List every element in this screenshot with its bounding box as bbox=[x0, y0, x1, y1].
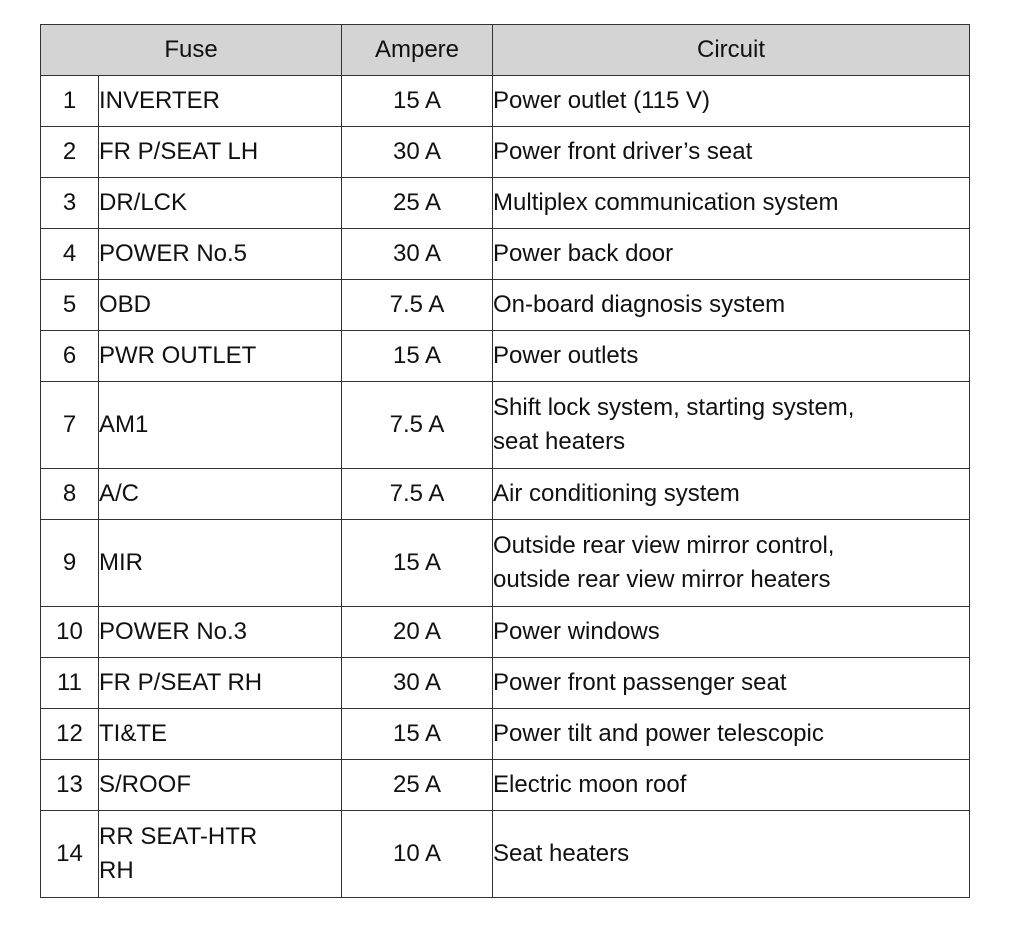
fuse-circuit bbox=[493, 607, 970, 658]
fuse-ampere: 30 A bbox=[342, 658, 493, 709]
fuse-number: 2 bbox=[41, 127, 99, 178]
fuse-name-line: RH bbox=[99, 857, 134, 884]
fuse-name bbox=[99, 520, 342, 607]
fuse-ampere: 15 A bbox=[342, 709, 493, 760]
fuse-ampere: 10 A bbox=[342, 811, 493, 898]
fuse-circuit-line: Electric moon roof bbox=[493, 771, 687, 798]
table-row bbox=[41, 469, 970, 520]
fuse-name bbox=[99, 469, 342, 520]
header-circuit: Circuit bbox=[493, 25, 970, 76]
fuse-circuit-line: Seat heaters bbox=[493, 840, 630, 867]
fuse-circuit-line: Shift lock system, starting system, bbox=[493, 394, 855, 421]
fuse-number: 14 bbox=[41, 811, 99, 898]
fuse-circuit bbox=[493, 229, 970, 280]
fuse-name bbox=[99, 127, 342, 178]
fuse-circuit bbox=[493, 520, 970, 607]
table-row bbox=[41, 76, 970, 127]
fuse-ampere: 7.5 A bbox=[342, 280, 493, 331]
fuse-name bbox=[99, 331, 342, 382]
fuse-circuit-line: Power front passenger seat bbox=[493, 669, 787, 696]
fuse-circuit-line: Power outlets bbox=[493, 342, 639, 369]
fuse-circuit-line: Power tilt and power telescopic bbox=[493, 720, 824, 747]
fuse-circuit bbox=[493, 280, 970, 331]
fuse-name-line: S/ROOF bbox=[99, 771, 192, 798]
fuse-circuit bbox=[493, 178, 970, 229]
fuse-circuit-line: Power windows bbox=[493, 618, 660, 645]
fuse-circuit bbox=[493, 469, 970, 520]
fuse-name-line: INVERTER bbox=[99, 87, 220, 114]
fuse-circuit bbox=[493, 382, 970, 469]
fuse-ampere: 15 A bbox=[342, 520, 493, 607]
fuse-name bbox=[99, 382, 342, 469]
fuse-ampere: 15 A bbox=[342, 76, 493, 127]
fuse-name-line: TI&TE bbox=[99, 720, 168, 747]
table-row bbox=[41, 811, 970, 898]
fuse-number: 4 bbox=[41, 229, 99, 280]
fuse-circuit-line: outside rear view mirror heaters bbox=[493, 566, 831, 593]
table-row bbox=[41, 382, 970, 469]
fuse-circuit bbox=[493, 709, 970, 760]
table-row bbox=[41, 331, 970, 382]
fuse-circuit bbox=[493, 127, 970, 178]
fuse-circuit-line: Power back door bbox=[493, 240, 674, 267]
fuse-name-line: POWER No.3 bbox=[99, 618, 248, 645]
fuse-number: 10 bbox=[41, 607, 99, 658]
fuse-number: 6 bbox=[41, 331, 99, 382]
fuse-name bbox=[99, 280, 342, 331]
fuse-circuit bbox=[493, 76, 970, 127]
fuse-name-line: A/C bbox=[99, 480, 140, 507]
fuse-name-line: FR P/SEAT RH bbox=[99, 669, 263, 696]
fuse-name-line: FR P/SEAT LH bbox=[99, 138, 259, 165]
table-row bbox=[41, 658, 970, 709]
fuse-number: 9 bbox=[41, 520, 99, 607]
fuse-circuit bbox=[493, 760, 970, 811]
fuse-name bbox=[99, 607, 342, 658]
fuse-circuit bbox=[493, 658, 970, 709]
table-row bbox=[41, 280, 970, 331]
table-row bbox=[41, 760, 970, 811]
fuse-ampere: 30 A bbox=[342, 127, 493, 178]
fuse-circuit bbox=[493, 331, 970, 382]
fuse-ampere: 15 A bbox=[342, 331, 493, 382]
fuse-name-line: POWER No.5 bbox=[99, 240, 248, 267]
fuse-name-line: OBD bbox=[99, 291, 152, 318]
fuse-number: 13 bbox=[41, 760, 99, 811]
fuse-number: 3 bbox=[41, 178, 99, 229]
fuse-circuit-line: Outside rear view mirror control, bbox=[493, 532, 835, 559]
fuse-name bbox=[99, 709, 342, 760]
fuse-circuit bbox=[493, 811, 970, 898]
fuse-name bbox=[99, 178, 342, 229]
table-row bbox=[41, 127, 970, 178]
fuse-name bbox=[99, 229, 342, 280]
fuse-number: 1 bbox=[41, 76, 99, 127]
fuse-name bbox=[99, 76, 342, 127]
fuse-circuit-line: Multiplex communication system bbox=[493, 189, 839, 216]
fuse-number: 8 bbox=[41, 469, 99, 520]
table-row bbox=[41, 520, 970, 607]
fuse-number: 5 bbox=[41, 280, 99, 331]
fuse-name-line: MIR bbox=[99, 549, 143, 576]
fuse-ampere: 25 A bbox=[342, 760, 493, 811]
fuse-name bbox=[99, 760, 342, 811]
fuse-table bbox=[40, 24, 970, 898]
table-row bbox=[41, 607, 970, 658]
fuse-ampere: 20 A bbox=[342, 607, 493, 658]
fuse-number: 7 bbox=[41, 382, 99, 469]
fuse-name-line: RR SEAT-HTR bbox=[99, 823, 258, 850]
fuse-circuit-line: seat heaters bbox=[493, 428, 626, 455]
fuse-ampere: 30 A bbox=[342, 229, 493, 280]
fuse-ampere: 7.5 A bbox=[342, 469, 493, 520]
fuse-name-line: DR/LCK bbox=[99, 189, 188, 216]
table-header-row bbox=[41, 25, 970, 76]
header-ampere: Ampere bbox=[342, 25, 493, 76]
fuse-circuit-line: On-board diagnosis system bbox=[493, 291, 786, 318]
fuse-name bbox=[99, 658, 342, 709]
fuse-circuit-line: Power outlet (115 V) bbox=[493, 87, 711, 114]
fuse-circuit-line: Air conditioning system bbox=[493, 480, 740, 507]
fuse-name bbox=[99, 811, 342, 898]
fuse-name-line: PWR OUTLET bbox=[99, 342, 257, 369]
table-body bbox=[41, 76, 970, 898]
fuse-circuit-line: Power front driver’s seat bbox=[493, 138, 753, 165]
fuse-name-line: AM1 bbox=[99, 411, 149, 438]
header-fuse: Fuse bbox=[41, 25, 342, 76]
fuse-number: 12 bbox=[41, 709, 99, 760]
table-row bbox=[41, 709, 970, 760]
table-row bbox=[41, 178, 970, 229]
table-row bbox=[41, 229, 970, 280]
fuse-number: 11 bbox=[41, 658, 99, 709]
fuse-ampere: 7.5 A bbox=[342, 382, 493, 469]
fuse-ampere: 25 A bbox=[342, 178, 493, 229]
